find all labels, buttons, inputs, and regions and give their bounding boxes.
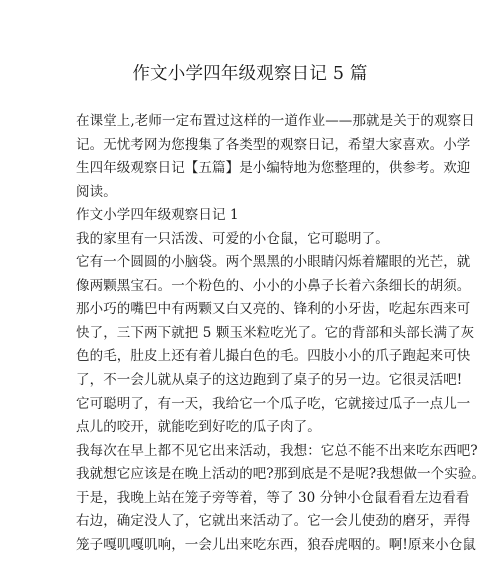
text-line: 在课堂上,老师一定布置过这样的一道作业——那就是关于的观察日 [76,113,475,129]
text-line: 那小巧的嘴巴中有两颗又白又亮的、锋利的小牙齿，吃起东西来可 [76,301,471,318]
text-line: 色的毛，肚皮上还有着儿撮白色的毛。四肢小小的爪子跑起来可快 [76,348,471,365]
text-line: 了，不一会儿就从桌子的这边跑到了桌子的另一边。它很灵活吧! [76,372,463,389]
text-line: 于是，我晚上站在笼子旁等着，等了 30 分钟小仓鼠看看左边看看 [76,489,470,506]
text-line: 阅读。 [76,183,117,200]
text-line: 点儿的咬开，就能吃到好吃的瓜子肉了。 [76,419,321,436]
text-line: 快了，三下两下就把 5 颗玉米粒吃光了。它的背部和头部长满了灰 [76,324,475,341]
document-body [76,110,486,557]
text-line: 记。无忧考网为您搜集了各类型的观察日记，希望大家喜欢。小学 [76,136,471,153]
text-line: 我每次在早上都不见它出来活动，我想：它总不能不出来吃东西吧? [76,442,478,459]
text-line: 它有一个圆圆的小脑袋。两个黑黑的小眼睛闪烁着耀眼的光芒，就 [76,254,471,271]
text-line: 我就想它应该是在晚上活动的吧?那到底是不是呢?我想做一个实验。 [76,466,486,483]
text-line: 我的家里有一只活泼、可爱的小仓鼠，它可聪明了。 [76,230,389,247]
text-line: 像两颗黑宝石。一个粉色的、小小的小鼻子长着六条细长的胡须。 [76,277,471,294]
text-line: 生四年级观察日记【五篇】是小编特地为您整理的，供参考。欢迎 [76,160,471,177]
section-heading: 作文小学四年级观察日记 1 [76,207,239,224]
text-line: 右边，确定没人了，它就出来活动了。它一会儿使劲的磨牙，弄得 [76,513,471,530]
text-line: 笼子嘎叽嘎叽响，一会儿出来吃东西，狼吞虎咽的。啊!原来小仓鼠 [76,536,476,553]
text-line: 它可聪明了，有一天，我给它一个瓜子吃，它就接过瓜子一点儿一 [76,395,471,412]
document-title: 作文小学四年级观察日记 5 篇 [132,64,368,84]
